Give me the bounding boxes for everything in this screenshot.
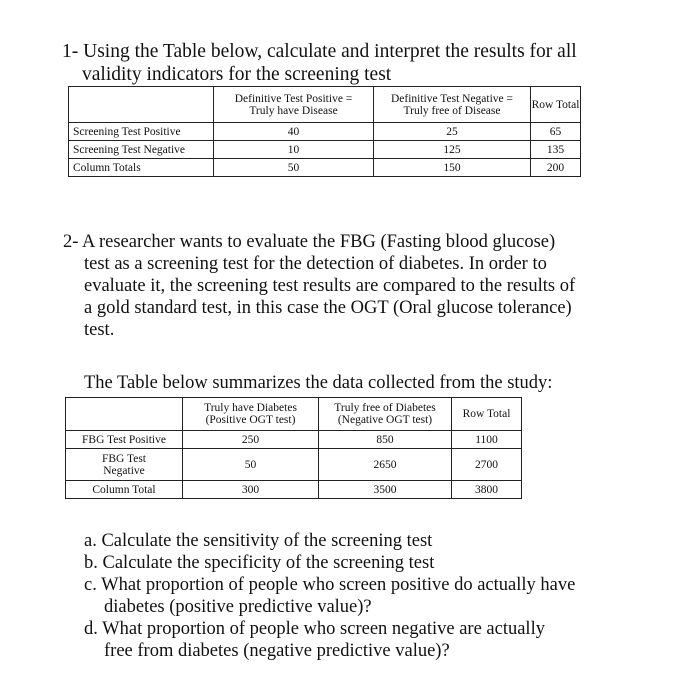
q2-subquestions (84, 530, 684, 662)
table-cell: 250 (183, 431, 319, 449)
q1-heading (62, 40, 577, 86)
q1-header-row-total: Row Total (531, 87, 581, 123)
q1-line-1: 1- Using the Table below, calculate and interpret the results for all (62, 41, 577, 62)
q2-line: test. (84, 320, 115, 340)
q2-line: 2- A researcher wants to evaluate the FBG (Fasting blood glucose) (63, 232, 556, 252)
table-cell: 3500 (319, 481, 452, 499)
table-cell: 2700 (452, 449, 522, 481)
list-item: d. What proportion of people who screen negative are actually (84, 619, 545, 639)
table-cell: 40 (214, 123, 374, 141)
q1-header-col-1-line-1: Definitive Test Positive = (234, 92, 353, 105)
table-cell: 10 (214, 141, 374, 159)
q1-row-label: Screening Test Negative (69, 141, 214, 159)
table-row (69, 123, 581, 141)
q2-paragraph (63, 231, 683, 341)
q2-header-empty (66, 398, 183, 431)
table-cell: 25 (374, 123, 531, 141)
table-cell: 200 (531, 159, 581, 177)
list-item-continuation: free from diabetes (negative predictive value)? (104, 641, 450, 661)
q2-header-col-2-line-2: (Negative OGT test) (337, 414, 433, 426)
q1-header-col-1 (214, 87, 374, 123)
q2-header-col-1-line-2: (Positive OGT test) (205, 414, 296, 426)
q2-row-label (66, 449, 183, 481)
q1-table (68, 86, 581, 177)
q2-header-col-1 (183, 398, 319, 431)
q2-header-row-total: Row Total (452, 398, 522, 431)
q2-row-label-line-2: Negative (103, 464, 145, 477)
q2-row-label: FBG Test Positive (66, 431, 183, 449)
table-cell: 50 (183, 449, 319, 481)
q1-row-label: Column Totals (69, 159, 214, 177)
list-item: b. Calculate the specificity of the screening test (84, 553, 435, 573)
q1-table-header-row (69, 87, 581, 123)
q2-line: a gold standard test, in this case the OGT (Oral glucose tolerance) (84, 298, 572, 318)
table-row (69, 141, 581, 159)
q2-table-header-row (66, 398, 522, 431)
q1-header-col-1-line-2: Truly have Disease (249, 104, 338, 117)
table-cell: 125 (374, 141, 531, 159)
q2-table-intro: The Table below summarizes the data collected from the study: (84, 373, 553, 393)
table-row (66, 431, 522, 449)
table-row (66, 481, 522, 499)
q2-line: test as a screening test for the detection of diabetes. In order to (84, 254, 547, 274)
table-row (69, 159, 581, 177)
table-cell: 300 (183, 481, 319, 499)
q2-line: evaluate it, the screening test results are compared to the results of (84, 276, 576, 296)
q2-header-col-1-line-1: Truly have Diabetes (204, 402, 297, 414)
table-row (66, 449, 522, 481)
q2-row-label-line-1: FBG Test (101, 452, 147, 465)
table-cell: 135 (531, 141, 581, 159)
q1-header-empty (69, 87, 214, 123)
q2-table (65, 397, 522, 499)
table-cell: 150 (374, 159, 531, 177)
q1-line-2: validity indicators for the screening test (82, 64, 392, 85)
table-cell: 2650 (319, 449, 452, 481)
list-item: c. What proportion of people who screen positive do actually have (84, 575, 576, 595)
q1-row-label: Screening Test Positive (69, 123, 214, 141)
table-cell: 850 (319, 431, 452, 449)
q2-row-label: Column Total (66, 481, 183, 499)
q2-header-col-2 (319, 398, 452, 431)
q1-header-col-2-line-1: Definitive Test Negative = (390, 92, 514, 105)
q1-header-col-2-line-2: Truly free of Disease (403, 104, 501, 117)
list-item-continuation: diabetes (positive predictive value)? (104, 597, 372, 617)
table-cell: 3800 (452, 481, 522, 499)
q2-header-col-2-line-1: Truly free of Diabetes (334, 402, 436, 414)
table-cell: 50 (214, 159, 374, 177)
table-cell: 65 (531, 123, 581, 141)
q1-header-col-2 (374, 87, 531, 123)
table-cell: 1100 (452, 431, 522, 449)
list-item: a. Calculate the sensitivity of the screening test (84, 531, 433, 551)
